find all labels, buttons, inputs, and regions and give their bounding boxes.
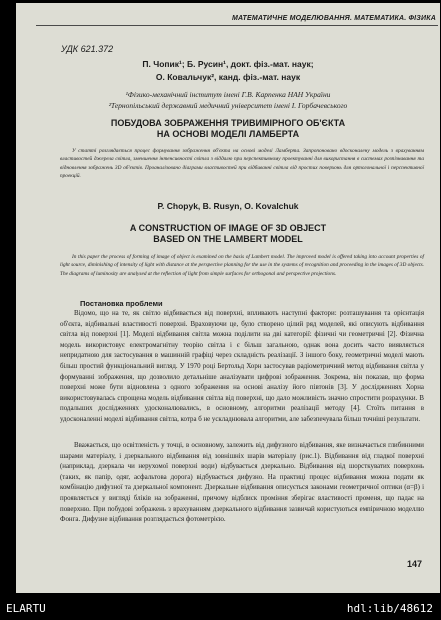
body-paragraph-2: Вважається, що освітленість у точці, в основному, залежить від дифузного відбивання, яке визначається глибинними шарами матеріалу, і дзеркального відбивання від зовнішніх шарів матеріалу (рис.1). Відбивання від гладкої поверхні (наприклад, дзеркала чи нерухомої поверхні води) відбувається дзеркально. Відбивання від шорсткуватих поверхонь (таких, як папір, одяг, асфальтова дорога) відбувається дифузно. На практиці процес відбивання можна подати як комбінацію дифузної та дзеркальної компонент. Дзеркальне відбивання описується законами геометричної оптики (α=β) і проявляється у вигляді бліків на зображенні, причому відблиск проміння зберігає властивості променя, що падає на поверхню. При побудові зображень з врахуванням дзеркального відбивання зазвичай користуються емпіричною моделлю Фонга. Дифузне відбивання розглядається фотометрією. <box>60 442 424 524</box>
page-number: 147 <box>406 559 422 569</box>
authors-uk-line1: П. Чопик¹; Б. Русин¹, докт. фіз.-мат. наук; <box>142 59 314 69</box>
affiliation-2: ²Тернопільський державний медичний університет імені І. Горбачевського <box>108 101 348 110</box>
journal-section-header: МАТЕМАТИЧНЕ МОДЕЛЮВАННЯ. МАТЕМАТИКА. ФІЗИКА <box>231 15 436 22</box>
title-uk-line2: НА ОСНОВІ МОДЕЛІ ЛАМБЕРТА <box>156 129 300 139</box>
body-paragraph-1: Відомо, що на те, як світло відбивається від поверхні, впливають наступні фактори: розташування та орієнтація об'єкта, відбивальні властивості поверхні. Враховуючи це, було створено цілий ряд моделей, які описують відбивання світла від поверхні [1]. Моделі відбивання світла можна поділити на дві категорії: фізичні чи геометричні [2]. Фізична модель використовує електромагнітну теорію світла і є більш загальною, однак вона досить часто виявляється непридатною для застосування в машинній графіці через складність реалізації. З іншого боку, геометричні моделі мають більш простий функціональний вигляд. У 1970 році Бертольд Хорн застосував радіометричний метод відбивання світла у формуванні зображення, що дозволило детальніше аналізувати цифрові зображення. Зокрема, він показав, що форма поверхні може бути відновлена з одного зображення на основі аналізу його півтонів [3]. У дослідженнях Хорна використовувалась спрощена модель відбивання світла від поверхні, що дало можливість значно спростити розрахунки. В подальших дослідженнях удосконалювались, в основному, алгоритми реалізації методу [4]. Стоїть питання в удосконаленні моделі відбивання світла, котра б не ускладнювала алгоритми, але забезпечувала більш точніші результати. <box>60 310 424 423</box>
title-uk-line1: ПОБУДОВА ЗОБРАЖЕННЯ ТРИВИМІРНОГО ОБ'ЄКТА <box>110 118 346 128</box>
title-en-line1: A CONSTRUCTION OF IMAGE OF 3D OBJECT <box>129 223 327 233</box>
authors-uk-line2: О. Ковальчук², канд. фіз.-мат. наук <box>155 72 301 82</box>
footer-handle-link[interactable]: hdl:lib/48612 <box>346 602 433 615</box>
title-uk <box>46 118 410 140</box>
section-heading: Постановка проблеми <box>80 299 163 308</box>
authors-en: P. Chopyk, B. Rusyn, O. Kovalchuk <box>157 201 299 211</box>
udk-code: УДК 621.372 <box>61 44 114 54</box>
abstract-uk: У статті розглядається процес формування зображення об'єкта на основі моделі Ламберта. Запропоновано вдосконалену модель з врахуванням властивостей джерела світла, зменшення інтенсивності світла з віддалю при перспективному проектуванні для використання в системах розпізнавання та відновлення зображень 3D об'єктів. Проаналізовано діаграми властивостей при відбиванні світла від простих поверхонь для ортогональної і перспективної проекцій. <box>60 148 424 180</box>
header-rule <box>36 25 438 26</box>
title-en-line2: BASED ON THE LAMBERT MODEL <box>153 234 303 244</box>
title-en <box>46 223 410 245</box>
abstract-en: In this paper the process of forming of image of object is examined on the basis of Lambert model. The improved model is offered taking into account properties of light source, diminishing of intensity of light with distance at the perspective planning for the use in the systems of recognition and proceeding in the images of 3D objects. The diagrams of luminosity are analysed at the reflection of light from simple surfaces for orthogonal and perspective projections. <box>60 254 424 277</box>
scanned-page <box>16 3 440 593</box>
affiliation-1: ¹Фізико-механічний інститут імені Г.В. Карпенка НАН України <box>125 90 331 99</box>
footer-bar <box>0 598 441 620</box>
footer-repository-label: ELARTU <box>6 602 46 615</box>
